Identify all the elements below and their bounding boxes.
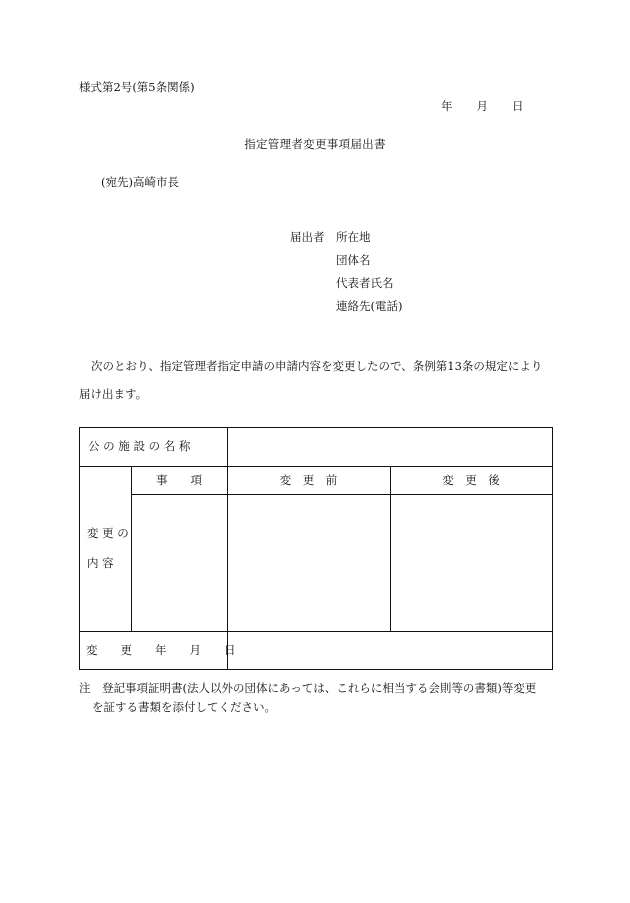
applicant-organization-label: 団体名: [336, 253, 371, 267]
date-day-label: 日: [512, 99, 524, 113]
table-rule: [131, 466, 132, 631]
table-rule: [227, 428, 228, 466]
col-header-item: 事 項: [156, 473, 202, 487]
body-text-line2: 届け出ます。: [79, 387, 148, 401]
facility-name-label: 公 の 施 設 の 名 称: [88, 439, 191, 453]
table-rule: [131, 494, 552, 495]
col-header-after: 変 更 後: [442, 473, 500, 487]
changes-label-line1: 変 更 の: [87, 526, 129, 540]
date-month-label: 月: [476, 99, 488, 113]
change-date-label: 変 更 年 月 日: [86, 643, 236, 657]
document-title: 指定管理者変更事項届出書: [244, 137, 386, 151]
changes-label-line2: 内 容: [87, 556, 114, 570]
change-form-table: [79, 427, 553, 670]
table-rule: [80, 631, 552, 632]
note-line1: 注 登記事項証明書(法人以外の団体にあっては、これらに相当する会則等の書類)等変更: [79, 681, 537, 695]
applicant-address-label: 所在地: [336, 230, 371, 244]
applicant-label: 届出者: [290, 230, 325, 244]
col-header-before: 変 更 前: [279, 473, 338, 487]
applicant-representative-label: 代表者氏名: [336, 276, 394, 290]
form-number: 様式第2号(第5条関係): [79, 80, 195, 94]
addressee: (宛先)高崎市長: [101, 175, 179, 189]
note-line2: を証する書類を添付してください。: [92, 700, 276, 714]
date-year-label: 年: [441, 99, 453, 113]
table-rule: [80, 466, 552, 467]
body-text-line1: 次のとおり、指定管理者指定申請の申請内容を変更したので、条例第13条の規定により: [91, 359, 543, 373]
table-rule: [227, 466, 228, 631]
date-line: [441, 101, 524, 113]
table-rule: [390, 466, 391, 631]
applicant-contact-label: 連絡先(電話): [336, 299, 403, 313]
